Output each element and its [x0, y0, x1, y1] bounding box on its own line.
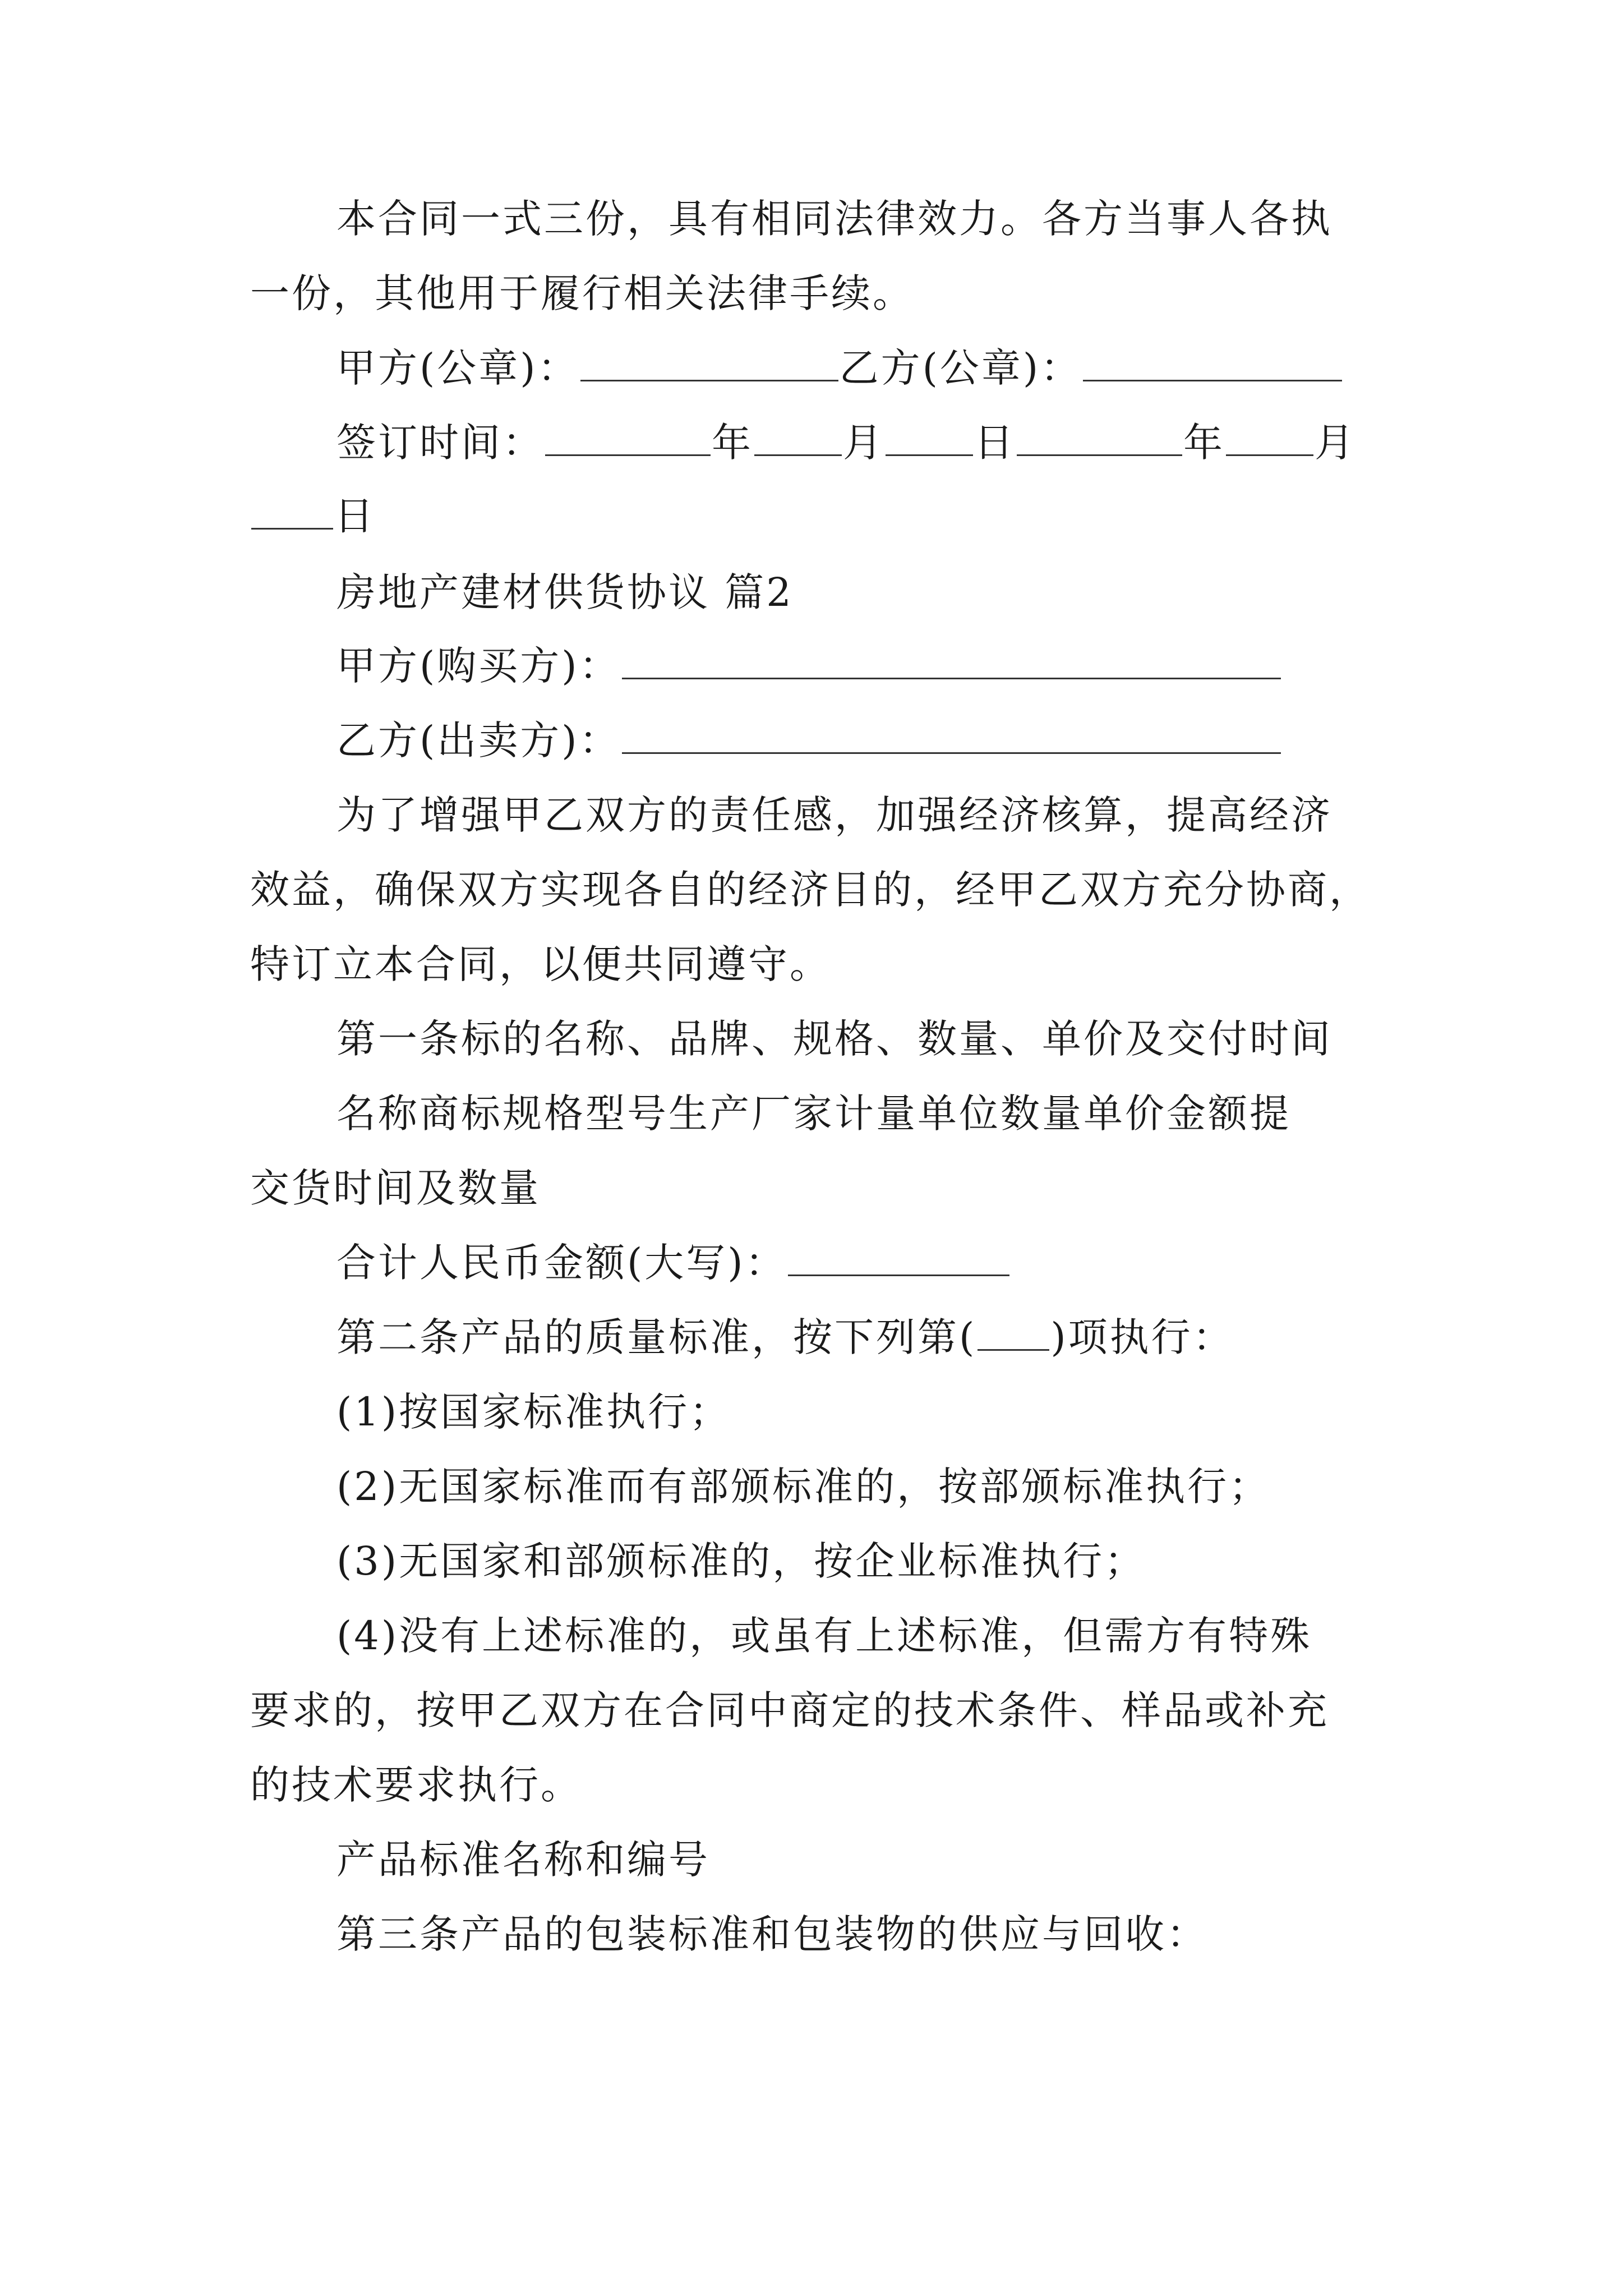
paragraph-copies-line-1: 本合同一式三份，具有相同法律效力。各方当事人各执	[336, 196, 1332, 242]
seller-blank	[622, 717, 1281, 754]
quality-item-3: (3)无国家和部颁标准的，按企业标准执行；	[336, 1538, 1146, 1584]
article-3: 第三条产品的包装标准和包装物的供应与回收：	[336, 1911, 1208, 1957]
quality-item-1: (1)按国家标准执行；	[336, 1389, 731, 1435]
article-2-blank	[978, 1314, 1049, 1351]
day-blank-1	[886, 420, 973, 456]
signing-date-line	[336, 415, 1356, 471]
year-label-2: 年	[1183, 420, 1225, 466]
month-label-2: 月	[1315, 420, 1356, 466]
day-blank-2	[251, 493, 333, 530]
quality-item-4-line-3: 的技术要求执行。	[250, 1762, 582, 1808]
section-heading: 房地产建材供货协议 篇2	[336, 569, 794, 615]
month-blank-2	[1226, 420, 1313, 456]
year-blank-1	[545, 420, 711, 456]
total-amount-blank	[788, 1240, 1009, 1276]
paragraph-purpose-line-2: 效益，确保双方实现各自的经济目的，经甲乙双方充分协商，	[250, 867, 1371, 913]
quality-item-4-line-1: (4)没有上述标准的，或虽有上述标准，但需方有特殊	[336, 1613, 1312, 1659]
year-label-1: 年	[712, 420, 753, 466]
signing-date-label: 签订时间：	[336, 420, 544, 466]
article-2	[336, 1309, 1234, 1365]
month-label-1: 月	[843, 420, 884, 466]
columns-line-2: 交货时间及数量	[250, 1165, 541, 1211]
article-2-text-a: 第二条产品的质量标准，按下列第(	[336, 1314, 977, 1360]
party-a-seal-blank	[580, 345, 838, 381]
quality-item-4-line-2: 要求的，按甲乙双方在合同中商定的技术条件、样品或补充	[250, 1687, 1329, 1733]
paragraph-purpose-line-3: 特订立本合同，以便共同遵守。	[250, 941, 831, 987]
article-2-text-b: )项执行：	[1050, 1314, 1234, 1360]
day-label-2: 日	[334, 493, 376, 539]
article-1: 第一条标的名称、品牌、规格、数量、单价及交付时间	[336, 1016, 1332, 1062]
day-label-1: 日	[974, 420, 1016, 466]
seller-label: 乙方(出卖方)：	[336, 717, 621, 763]
buyer-line	[336, 638, 1282, 694]
seller-line	[336, 712, 1282, 769]
party-b-seal-blank	[1083, 345, 1342, 381]
month-blank-1	[754, 420, 842, 456]
quality-item-2: (2)无国家标准而有部颁标准的，按部颁标准执行；	[336, 1464, 1271, 1510]
paragraph-copies-line-2: 一份，其他用于履行相关法律手续。	[250, 270, 914, 316]
paragraph-purpose-line-1: 为了增强甲乙双方的责任感，加强经济核算，提高经济	[336, 792, 1332, 838]
party-b-seal-label: 乙方(公章)：	[839, 345, 1082, 391]
columns-line-1: 名称商标规格型号生产厂家计量单位数量单价金额提	[336, 1091, 1291, 1137]
buyer-label: 甲方(购买方)：	[336, 643, 621, 689]
total-amount-line	[336, 1235, 1011, 1291]
standard-name-line: 产品标准名称和编号	[336, 1837, 710, 1883]
total-amount-label: 合计人民币金额(大写)：	[336, 1240, 787, 1286]
signing-date-line-2	[250, 488, 376, 544]
seal-signature-line	[336, 340, 1343, 396]
year-blank-2	[1017, 420, 1182, 456]
buyer-blank	[622, 643, 1281, 679]
party-a-seal-label: 甲方(公章)：	[336, 345, 579, 391]
